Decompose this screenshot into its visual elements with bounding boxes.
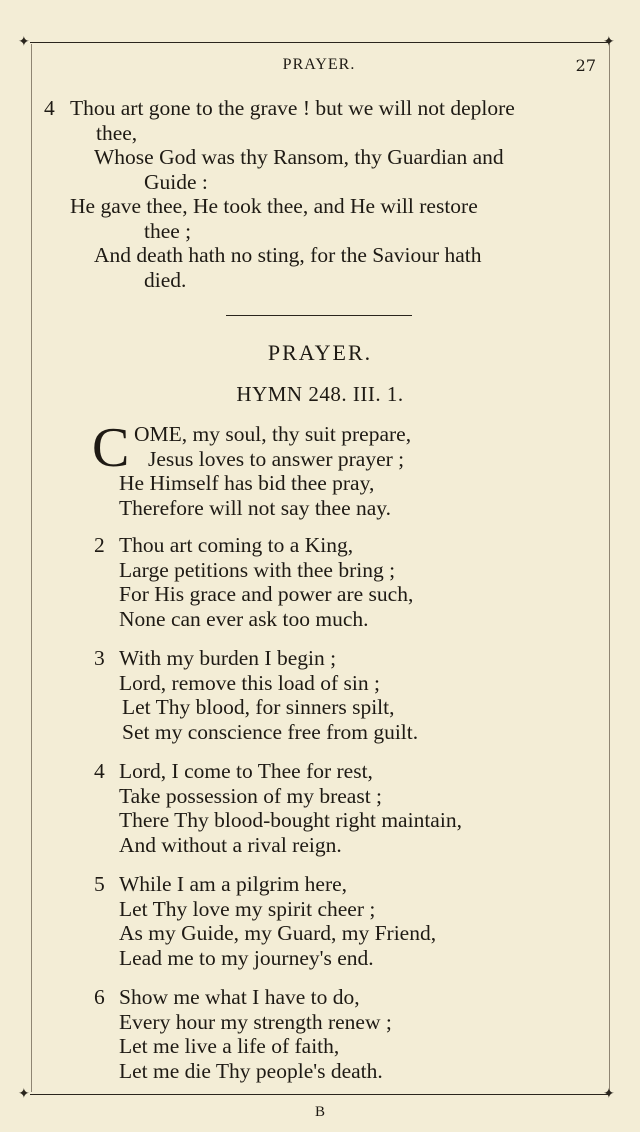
- verse-line: Large petitions with thee bring ;: [119, 557, 396, 582]
- verse-line: died.: [144, 267, 187, 292]
- section-title: PRAYER.: [267, 340, 373, 365]
- verse-line: Set my conscience free from guilt.: [122, 719, 419, 744]
- stanza-number: 4: [94, 759, 105, 783]
- corner-ornament-icon: ✦: [18, 1086, 30, 1102]
- stanza-number: 5: [94, 872, 105, 896]
- verse-line: Let Thy blood, for sinners spilt,: [122, 695, 395, 719]
- previous-hymn-stanza: [44, 96, 604, 292]
- running-header: [36, 56, 602, 78]
- hymn-stanza-5: [94, 872, 594, 970]
- verse-line: 6 Show me what I have to do,: [94, 985, 360, 1009]
- stanza-number: 4: [44, 96, 55, 120]
- right-margin-line: [609, 44, 610, 1092]
- page-number: 27: [575, 56, 596, 75]
- verse-line: Therefore will not say thee nay.: [119, 495, 392, 520]
- drop-cap: C: [92, 417, 130, 479]
- verse-line: Lord, remove this load of sin ;: [119, 670, 380, 695]
- verse-line: Guide :: [144, 169, 208, 194]
- signature-mark: B: [314, 1104, 325, 1120]
- verse-line: Every hour my strength renew ;: [119, 1009, 392, 1034]
- hymn-stanza-6: [94, 985, 594, 1083]
- hymn-stanza-4: [94, 759, 594, 857]
- verse-line: OME, my soul, thy suit prepare,: [134, 422, 412, 446]
- hymn-stanza-1: [92, 417, 594, 520]
- verse-line: 2 Thou art coming to a King,: [94, 533, 354, 557]
- corner-ornament-icon: ✦: [18, 34, 30, 50]
- left-margin-line: [31, 44, 32, 1092]
- running-title: PRAYER.: [282, 56, 356, 73]
- verse-line: Take possession of my breast ;: [119, 783, 383, 808]
- verse-line: For His grace and power are such,: [119, 582, 414, 606]
- hymn-stanza-2: [94, 533, 594, 631]
- verse-line: And without a rival reign.: [119, 832, 342, 857]
- verse-line: 5 While I am a pilgrim here,: [94, 872, 348, 896]
- verse-line: thee ;: [144, 218, 192, 243]
- verse-line: thee,: [96, 120, 138, 145]
- verse-line: There Thy blood-bought right maintain,: [119, 808, 462, 832]
- verse-line: 4 Lord, I come to Thee for rest,: [94, 759, 373, 783]
- verse-line: Jesus loves to answer prayer ;: [148, 446, 405, 471]
- corner-ornament-icon: ✦: [603, 1086, 615, 1102]
- verse-line: None can ever ask too much.: [119, 606, 369, 631]
- stanza-number: 6: [94, 985, 105, 1009]
- verse-line: Whose God was thy Ransom, thy Guardian and: [94, 145, 504, 169]
- verse-line: Lead me to my journey's end.: [119, 945, 374, 970]
- hymn-stanza-3: [94, 646, 594, 744]
- stanza-number: 2: [94, 533, 105, 557]
- verse-line: Let Thy love my spirit cheer ;: [119, 896, 376, 921]
- verse-line: 4 Thou art gone to the grave ! but we will not deplore: [44, 96, 515, 120]
- verse-line: He gave thee, He took thee, and He will restore: [70, 194, 478, 218]
- verse-line: As my Guide, my Guard, my Friend,: [119, 921, 437, 945]
- verse-line: He Himself has bid thee pray,: [119, 471, 375, 495]
- verse-line: And death hath no sting, for the Saviour hath: [94, 243, 482, 267]
- hymn-title: HYMN 248. III. 1.: [236, 382, 404, 406]
- stanza-number: 3: [94, 646, 105, 670]
- top-rule: [30, 42, 610, 43]
- bottom-rule: [30, 1094, 610, 1095]
- verse-line: 3 With my burden I begin ;: [94, 646, 337, 670]
- verse-line: Let me die Thy people's death.: [119, 1058, 383, 1083]
- verse-line: Let me live a life of faith,: [119, 1034, 340, 1058]
- corner-ornament-icon: ✦: [603, 34, 615, 50]
- section-divider: [226, 315, 412, 316]
